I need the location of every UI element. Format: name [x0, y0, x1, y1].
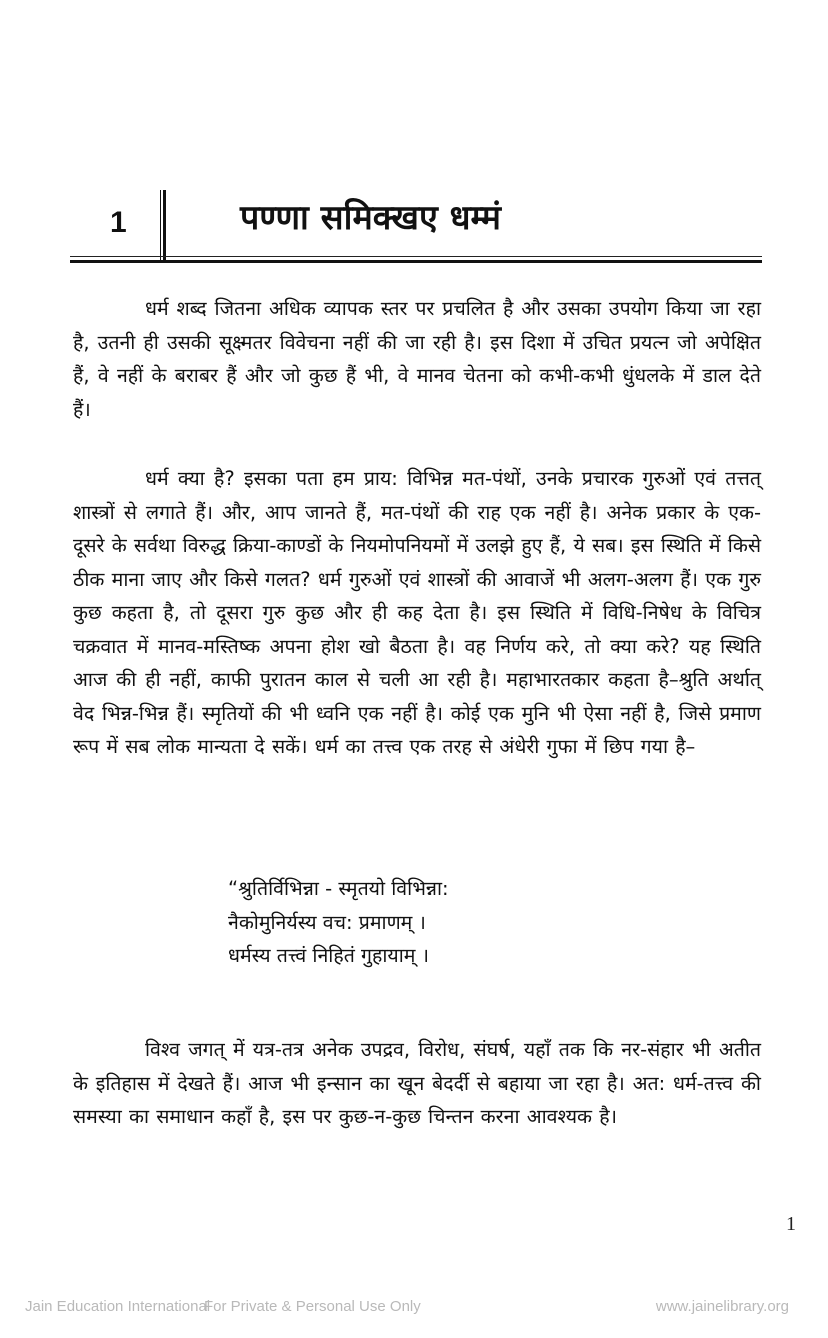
chapter-header [70, 190, 762, 265]
footer-usage-note: For Private & Personal Use Only [204, 1298, 421, 1315]
chapter-number: 1 [110, 206, 127, 239]
header-rule-thick [70, 260, 762, 263]
footer-publisher: Jain Education International [25, 1298, 211, 1315]
page-footer [0, 1296, 828, 1318]
paragraph: धर्म शब्द जितना अधिक व्यापक स्तर पर प्रचलित है और उसका उपयोग किया जा रहा है, उतनी ही उसकी सूक्ष्मतर विवेचना नहीं की जा रही है। इस दिशा में उचित प्रयत्न जो अपेक्षित हैं, वे नहीं के बराबर हैं और जो कुछ हैं भी, वे मानव चेतना को कभी-कभी धुंधलके में डाल देते हैं। [73, 297, 761, 421]
header-rule-thin [70, 256, 762, 257]
sanskrit-verse [228, 872, 449, 973]
verse-line: “श्रुतिर्विभिन्ना - स्मृतयो विभिन्ना: [228, 877, 449, 900]
verse-line: धर्मस्य तत्त्वं निहितं गुहायाम् । [228, 944, 430, 967]
paragraph: विश्व जगत् में यत्र-तत्र अनेक उपद्रव, विरोध, संघर्ष, यहाँ तक कि नर-संहार भी अतीत के इतिहास में देखते हैं। आज भी इन्सान का खून बेदर्दी से बहाया जा रहा है। अत: धर्म-तत्त्व की समस्या का समाधान कहाँ है, इस पर कुछ-न-कुछ चिन्तन करना आवश्यक है। [73, 1038, 761, 1128]
paragraph: धर्म क्या है? इसका पता हम प्राय: विभिन्न मत-पंथों, उनके प्रचारक गुरुओं एवं तत्तत् शास्त्रों से लगाते हैं। और, आप जानते हैं, मत-पंथों की राह एक नहीं है। अनेक प्रकार के एक-दूसरे के सर्वथा विरुद्ध क्रिया-काण्डों के नियमोपनियमों में उलझे हुए हैं, ये सब। इस स्थिति में किसे ठीक माना जाए और किसे गलत? धर्म गुरुओं एवं शास्त्रों की आवाजें भी अलग-अलग हैं। एक गुरु कुछ कहता है, तो दूसरा गुरु कुछ और ही कह देता है। इस स्थिति में विधि-निषेध के विचित्र चक्रवात में मानव-मस्तिष्क अपना होश खो बैठता है। वह निर्णय करे, तो क्या करे? यह स्थिति आज की ही नहीं, काफी पुरातन काल से चली आ रही है। महाभारतकार कहता है–श्रुति अर्थात् वेद भिन्न-भिन्न हैं। स्मृतियों की भी ध्वनि एक नहीं है। कोई एक मुनि भी ऐसा नहीं है, जिसे प्रमाण रूप में सब लोक मान्यता दे सकें। धर्म का तत्त्व एक तरह से अंधेरी गुफा में छिप गया है– [73, 467, 761, 758]
page-number: 1 [786, 1213, 796, 1235]
chapter-divider-bar [160, 190, 166, 262]
chapter-title: पण्णा समिक्खए धम्मं [240, 198, 501, 238]
verse-line: नैकोमुनिर्यस्य वच: प्रमाणम् । [228, 910, 426, 934]
footer-website-link[interactable]: www.jainelibrary.org [655, 1298, 789, 1315]
